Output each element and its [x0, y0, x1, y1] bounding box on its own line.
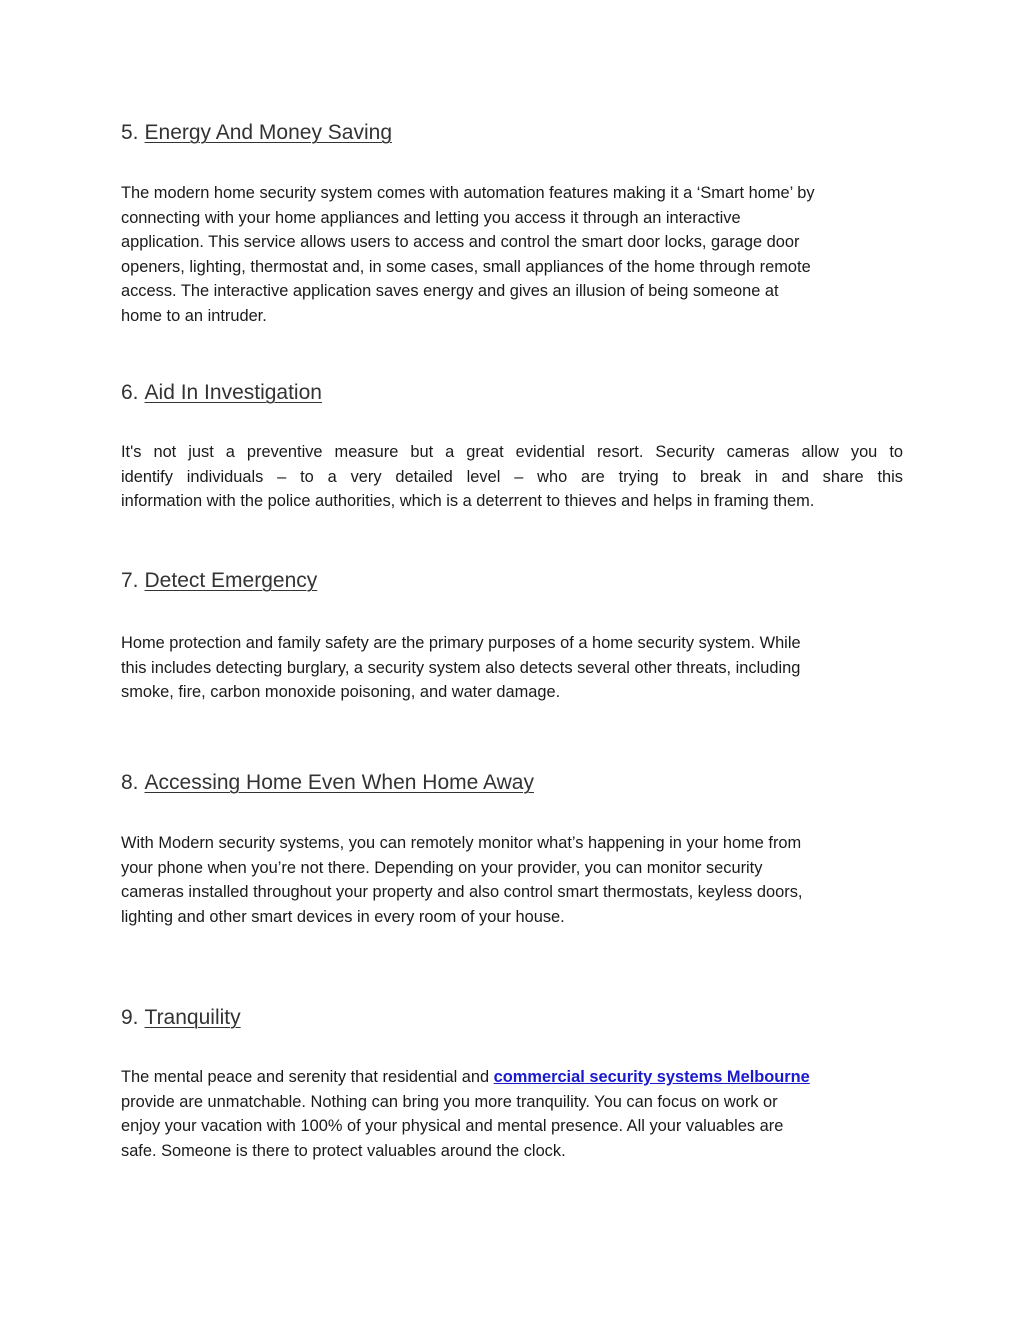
section-title: Detect Emergency — [144, 569, 318, 592]
section-6-paragraph — [121, 440, 903, 514]
section-5-paragraph — [121, 181, 903, 328]
section-title: Energy And Money Saving — [144, 121, 393, 144]
section-5-heading — [121, 120, 392, 146]
section-9-paragraph — [121, 1065, 903, 1163]
section-8-heading — [121, 770, 534, 796]
paragraph-line: Home protection and family safety are the primary purposes of a home security system. While — [121, 634, 801, 652]
paragraph-text: The mental peace and serenity that residential and — [121, 1068, 494, 1086]
section-number: 5. — [121, 121, 139, 144]
paragraph-line: lighting and other smart devices in every room of your house. — [121, 907, 565, 926]
paragraph-line: information with the police authorities, which is a deterrent to thieves and helps in framing them. — [121, 492, 815, 510]
section-number: 7. — [121, 569, 139, 592]
paragraph-line: application. This service allows users to access and control the smart door locks, garage door — [121, 233, 800, 251]
paragraph-line: safe. Someone is there to protect valuables around the clock. — [121, 1141, 566, 1160]
section-title: Accessing Home Even When Home Away — [144, 771, 534, 794]
paragraph-line: this includes detecting burglary, a security system also detects several other threats, including — [121, 658, 801, 677]
paragraph-line: It's not just a preventive measure but a great evidential resort. Security cameras allow you to — [121, 443, 903, 461]
paragraph-line: access. The interactive application saves energy and gives an illusion of being someone at — [121, 282, 779, 300]
section-number: 8. — [121, 771, 139, 794]
paragraph-line: connecting with your home appliances and letting you access it through an interactive — [121, 208, 741, 227]
paragraph-line: smoke, fire, carbon monoxide poisoning, and water damage. — [121, 683, 561, 701]
paragraph-line: provide are unmatchable. Nothing can bring you more tranquility. You can focus on work or — [121, 1092, 778, 1111]
section-9-heading — [121, 1005, 241, 1031]
paragraph-line: With Modern security systems, you can remotely monitor what’s happening in your home from — [121, 834, 802, 852]
section-title: Aid In Investigation — [144, 381, 322, 404]
section-6-heading — [121, 380, 322, 406]
section-7-paragraph — [121, 631, 903, 705]
paragraph-line: home to an intruder. — [121, 306, 267, 325]
section-title: Tranquility — [144, 1006, 241, 1029]
paragraph-line: enjoy your vacation with 100% of your physical and mental presence. All your valuables are — [121, 1117, 784, 1135]
section-7-heading — [121, 568, 317, 594]
section-number: 6. — [121, 381, 139, 404]
paragraph-line: The modern home security system comes with automation features making it a ‘Smart home’ by — [121, 184, 815, 202]
commercial-security-link[interactable]: commercial security systems Melbourne — [493, 1068, 810, 1086]
paragraph-line: your phone when you’re not there. Depending on your provider, you can monitor security — [121, 858, 763, 877]
paragraph-line: openers, lighting, thermostat and, in some cases, small appliances of the home through remote — [121, 257, 811, 276]
section-number: 9. — [121, 1006, 139, 1029]
paragraph-line: identify individuals – to a very detailed level – who are trying to break in and share this — [121, 467, 903, 486]
paragraph-line-with-link — [121, 1065, 903, 1090]
section-8-paragraph — [121, 831, 903, 929]
paragraph-line: cameras installed throughout your property and also control smart thermostats, keyless doors, — [121, 883, 803, 901]
